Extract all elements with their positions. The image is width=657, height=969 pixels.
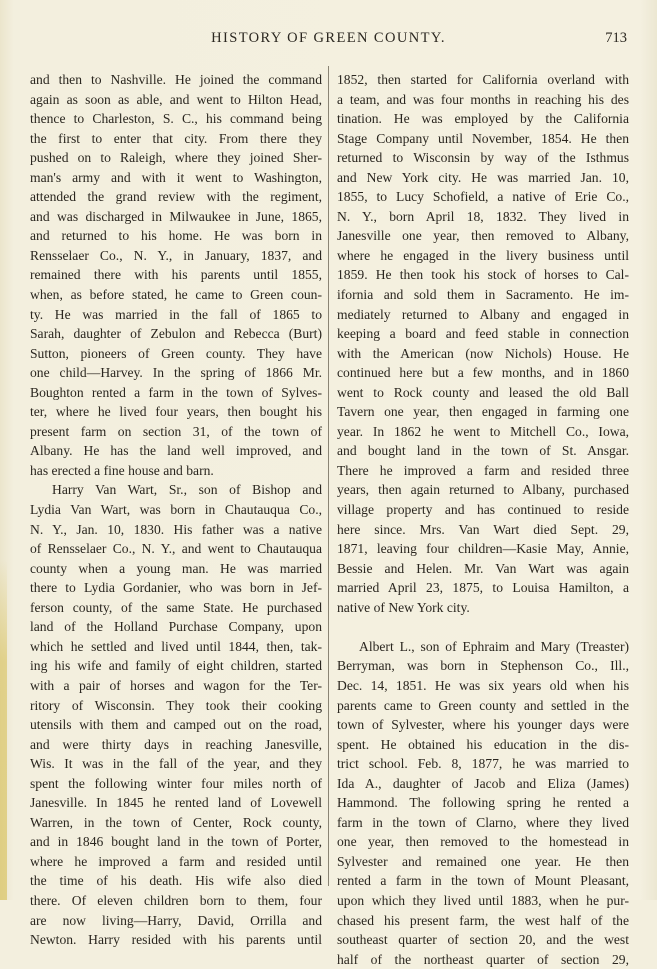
text-line: and was discharged in Milwaukee in June, 1865, xyxy=(30,208,322,224)
text-line: ty. He was married in the fall of 1865 to xyxy=(30,306,322,322)
text-line: Harry Van Wart, Sr., son of Bishop and xyxy=(52,482,322,498)
text-line: town of Sylvester, where his younger days were xyxy=(337,717,629,733)
text-line: the first to enter that city. From there they xyxy=(30,130,322,146)
text-line: spent. He obtained his education in the dis- xyxy=(337,736,629,752)
text-line: ter, where he lived four years, then bought his xyxy=(30,404,322,420)
text-line: again as soon as able, and went to Hilton Head, xyxy=(30,91,322,107)
text-line: continued here but a few months, and in 1860 xyxy=(337,365,629,381)
text-line: Sutton, pioneers of Green county. They have xyxy=(30,345,322,361)
text-line: Hammond. The following spring he rented a xyxy=(337,795,629,811)
text-line: 1871, leaving four children—Kasie May, Annie, xyxy=(337,541,629,557)
text-line: ritory of Wisconsin. They took their cooking xyxy=(30,697,322,713)
text-line: Bessie and Helen. Mr. Van Wart was again xyxy=(337,560,629,576)
text-line: ing his wife and family of eight children, started xyxy=(30,658,322,674)
text-line: N. Y., Jan. 10, 1830. His father was a native xyxy=(30,521,322,537)
text-line: 1855, to Lucy Schofield, a native of Erie Co., xyxy=(337,189,629,205)
text-line: there to Lydia Gordanier, who was born in Jef- xyxy=(30,580,322,596)
text-line: with a pair of horses and wagon for the Ter- xyxy=(30,677,322,693)
text-line: upon which they lived until 1883, when he pur- xyxy=(337,892,629,908)
left-column xyxy=(30,70,322,950)
page-title: HISTORY OF GREEN COUNTY. xyxy=(211,30,446,46)
text-line: where he engaged in the livery business until xyxy=(337,247,629,263)
text-line: of Rensselaer Co., N. Y., and went to Chautauqua xyxy=(30,541,322,557)
text-line: native of New York city. xyxy=(337,599,470,615)
text-line: chased his present farm, the west half of the xyxy=(337,912,629,928)
text-line: and returned to his home. He was born in xyxy=(30,228,322,244)
text-line: trict school. Feb. 8, 1877, he was married to xyxy=(337,756,629,772)
text-line: Rensselaer Co., N. Y., in January, 1837, and xyxy=(30,247,322,263)
text-line: and then to Nashville. He joined the command xyxy=(30,72,322,87)
text-line: Ida A., daughter of Jacob and Eliza (James) xyxy=(337,775,629,791)
text-line: pushed on to Raleigh, where they joined Sher- xyxy=(30,150,322,166)
text-line: farm in the town of Clarno, where they lived xyxy=(337,814,629,830)
text-line: there. Of eleven children born to them, four xyxy=(30,892,322,908)
text-line: N. Y., born April 18, 1832. They lived in xyxy=(337,208,629,224)
text-line: Janesville. In 1845 he rented land of Lovewell xyxy=(30,795,322,811)
text-line: Stage Company until November, 1854. He then xyxy=(337,130,629,146)
text-line: land of the Holland Purchase Company, upon xyxy=(30,619,322,635)
text-line: year. In 1862 he went to Mitchell Co., Iowa, xyxy=(337,423,629,439)
text-line: here since. Mrs. Van Wart died Sept. 29, xyxy=(337,521,629,537)
column-divider xyxy=(328,66,329,886)
text-line: attended the grand review with the regiment, xyxy=(30,189,322,205)
text-line: Warren, in the town of Center, Rock county, xyxy=(30,814,322,830)
text-line: thence to Charleston, S. C., his command being xyxy=(30,111,322,127)
text-line: when, as before stated, he came to Green coun- xyxy=(30,287,322,303)
text-line: county when a young man. He was married xyxy=(30,560,322,576)
text-line: present farm on section 31, of the town of xyxy=(30,423,322,439)
text-line: ifornia and sold them in Sacramento. He im- xyxy=(337,287,629,303)
text-line: Berryman, was born in Stephenson Co., Ill., xyxy=(337,658,629,674)
text-line: remained there with his parents until 1855, xyxy=(30,267,322,283)
text-line: Sarah, daughter of Zebulon and Rebecca (Burt) xyxy=(30,326,322,342)
text-line: Wis. It was in the fall of the year, and they xyxy=(30,756,322,772)
text-line: Lydia Van Wart, was born in Chautauqua Co., xyxy=(30,502,322,518)
text-line: has erected a fine house and barn. xyxy=(30,462,214,478)
text-line: man's army and with it went to Washington, xyxy=(30,169,322,185)
page-number: 713 xyxy=(605,30,627,46)
text-line: parents came to Green county and settled in the xyxy=(337,697,629,713)
right-column xyxy=(337,70,629,969)
text-line: with the American (now Nichols) House. He xyxy=(337,345,629,361)
text-line: the time of his death. His wife also died xyxy=(30,873,322,889)
text-line: years, then again returned to Albany, purchased xyxy=(337,482,629,498)
text-line: Sylvester and remained one year. He then xyxy=(337,853,629,869)
text-line: went to Rock county and leased the old Ball xyxy=(337,384,629,400)
text-line: spent the following winter four miles north of xyxy=(30,775,322,791)
text-line: 1859. He then took his stock of horses to Cal- xyxy=(337,267,629,283)
running-header xyxy=(0,30,657,52)
text-line: Tavern one year, then engaged in farming one xyxy=(337,404,629,420)
text-line: and in 1846 bought land in the town of Porter, xyxy=(30,834,322,850)
text-line: and New York city. He was married Jan. 10, xyxy=(337,169,629,185)
text-line: Albert L., son of Ephraim and Mary (Treaster) xyxy=(359,638,629,654)
text-line: are now living—Harry, David, Orrilla and xyxy=(30,912,322,928)
text-line: rented a farm in the town of Mount Pleasant, xyxy=(337,873,629,889)
text-line: ferson county, of the same State. He purchased xyxy=(30,599,322,615)
text-line: one year, then removed to the homestead in xyxy=(337,834,629,850)
text-line: where he improved a farm and resided until xyxy=(30,853,322,869)
text-line: Newton. Harry resided with his parents until xyxy=(30,932,322,948)
text-line: Boughton rented a farm in the town of Sylves- xyxy=(30,384,322,400)
page-stain xyxy=(0,560,7,900)
text-line: village property and has continued to reside xyxy=(337,502,629,518)
text-line: tination. He was employed by the California xyxy=(337,111,629,127)
text-line: There he improved a farm and resided three xyxy=(337,462,629,478)
text-line: keeping a board and feed stable in connection xyxy=(337,326,629,342)
text-line: married April 23, 1875, to Louisa Hamilton, a xyxy=(337,580,629,596)
text-line: one child—Harvey. In the spring of 1866 Mr. xyxy=(30,365,322,381)
text-line: returned to Wisconsin by way of the Isthmus xyxy=(337,150,629,166)
text-line: Dec. 14, 1851. He was six years old when his xyxy=(337,677,629,693)
text-line: Albany. He has the land well improved, and xyxy=(30,443,322,459)
text-line: mediately returned to Albany and engaged in xyxy=(337,306,629,322)
text-line: Janesville one year, then removed to Albany, xyxy=(337,228,629,244)
text-line: 1852, then started for California overland with xyxy=(337,72,629,87)
text-line xyxy=(337,617,629,637)
text-line: and bought land in the town of St. Ansgar. xyxy=(337,443,629,459)
text-line: a team, and was four months in reaching his des xyxy=(337,91,629,107)
text-line: utensils with them and camped out on the road, xyxy=(30,717,322,733)
text-line: which he settled and lived until 1844, then, tak- xyxy=(30,638,322,654)
text-line: and were thirty days in reaching Janesville, xyxy=(30,736,322,752)
text-line: southeast quarter of section 20, and the west xyxy=(337,932,629,948)
text-line: half of the northeast quarter of section 29, xyxy=(337,951,629,967)
